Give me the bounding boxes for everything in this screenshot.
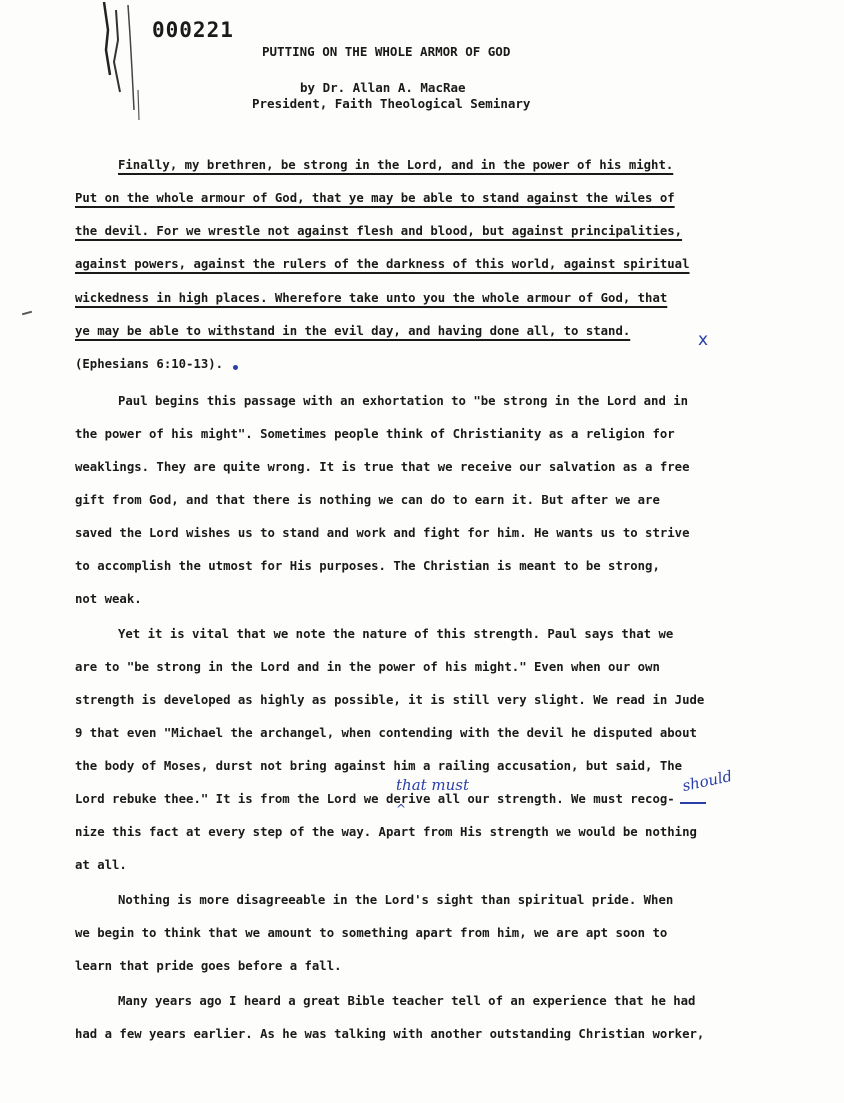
text-line: not weak. [75, 592, 142, 606]
text-line: saved the Lord wishes us to stand and work and fight for him. He wants us to strive [75, 526, 690, 540]
handwritten-insert-that-must: that must [396, 776, 470, 794]
text-line: are to "be strong in the Lord and in the power of his might." Even when our own [75, 660, 660, 674]
handwritten-should: should [680, 766, 734, 796]
text-line: 9 that even "Michael the archangel, when contending with the devil he disputed about [75, 726, 697, 740]
text-line: against powers, against the rulers of the darkness of this world, against spiritual [75, 257, 690, 271]
text-line: the body of Moses, durst not bring against him a railing accusation, but said, The [75, 759, 683, 773]
text-line: to accomplish the utmost for His purposes. The Christian is meant to be strong, [75, 559, 660, 573]
text-line: had a few years earlier. As he was talking with another outstanding Christian worker, [75, 1027, 705, 1041]
author-byline: by Dr. Allan A. MacRae [300, 80, 466, 95]
document-number: 000221 [152, 18, 234, 42]
text-line: ye may be able to withstand in the evil day, and having done all, to stand. [75, 324, 631, 338]
text-line: wickedness in high places. Wherefore take unto you the whole armour of God, that [75, 291, 668, 305]
author-affiliation: President, Faith Theological Seminary [252, 96, 531, 111]
insertion-caret: ^ [396, 802, 407, 816]
text-line: the devil. For we wrestle not against flesh and blood, but against principalities, [75, 224, 683, 238]
text-line: the power of his might". Sometimes people think of Christianity as a religion for [75, 427, 675, 441]
text-line: nize this fact at every step of the way. Apart from His strength we would be nothing [75, 825, 697, 839]
handwritten-dot [233, 365, 238, 370]
text-line: Put on the whole armour of God, that ye may be able to stand against the wiles of [75, 191, 675, 205]
text-line: gift from God, and that there is nothing we can do to earn it. But after we are [75, 493, 660, 507]
text-line: (Ephesians 6:10-13). [75, 357, 224, 371]
text-line: strength is developed as highly as possible, it is still very slight. We read in Jude [75, 693, 705, 707]
insertion-mark: x [698, 330, 709, 350]
text-line: learn that pride goes before a fall. [75, 959, 342, 973]
text-line: Lord rebuke thee." It is from the Lord we derive all our strength. We must recog- [75, 792, 675, 806]
page-title: PUTTING ON THE WHOLE ARMOR OF GOD [262, 44, 511, 59]
text-line: Finally, my brethren, be strong in the Lord, and in the power of his might. [118, 158, 674, 172]
strikeout-must [680, 802, 706, 804]
text-line: weaklings. They are quite wrong. It is true that we receive our salvation as a free [75, 460, 690, 474]
text-line: Nothing is more disagreeable in the Lord's sight than spiritual pride. When [118, 893, 674, 907]
text-line: Many years ago I heard a great Bible teacher tell of an experience that he had [118, 994, 696, 1008]
text-line: we begin to think that we amount to something apart from him, we are apt soon to [75, 926, 668, 940]
binding-marks [94, 0, 146, 130]
text-line: Paul begins this passage with an exhortation to "be strong in the Lord and in [118, 394, 689, 408]
margin-mark [22, 311, 32, 316]
text-line: Yet it is vital that we note the nature of this strength. Paul says that we [118, 627, 674, 641]
text-line: at all. [75, 858, 127, 872]
